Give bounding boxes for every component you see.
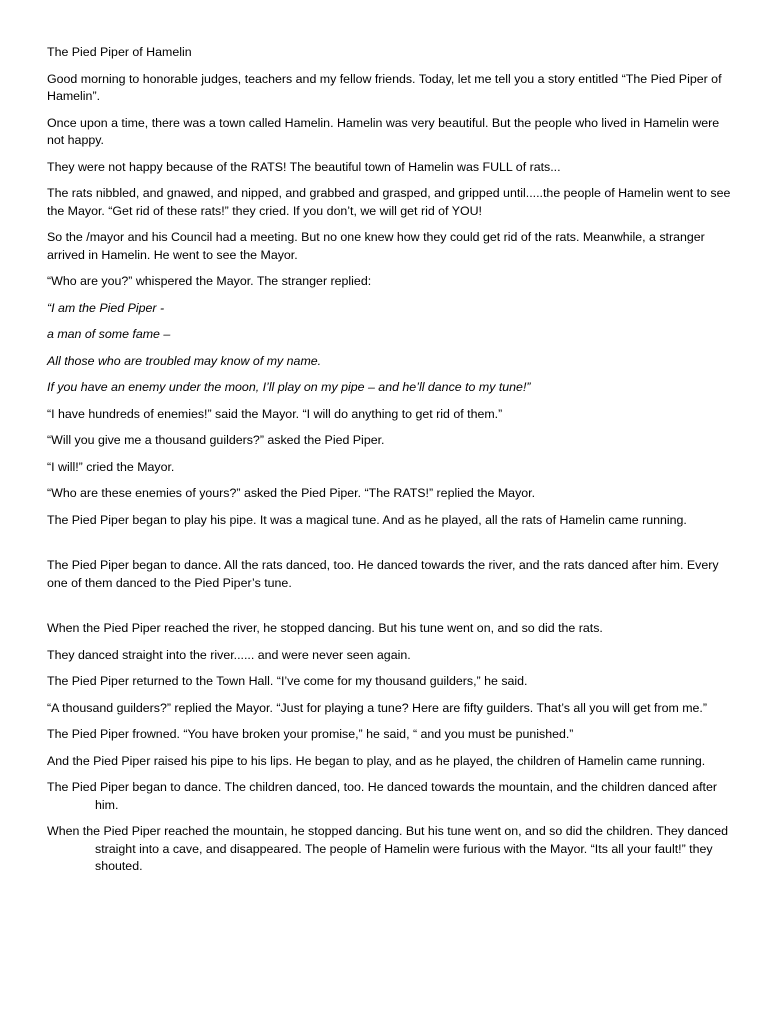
paragraph: When the Pied Piper reached the mountain, he stopped dancing. But his tune went on, and so did the children. They danced straight into a cave, and disappeared. The people of Hamelin were furious with the Mayor. “Its all your fault!” they shouted.	[47, 824, 729, 873]
paragraph: So the /mayor and his Council had a meeting. But no one knew how they could get rid of the rats. Meanwhile, a stranger arrived in Hamelin. He went to see the Mayor.	[47, 230, 705, 262]
paragraph: The rats nibbled, and gnawed, and nipped, and grabbed and grasped, and gripped until.....the people of Hamelin went to see the Mayor. “Get rid of these rats!” they cried. If you don’t, we will get rid of YOU!	[47, 186, 731, 218]
paragraph: The Pied Piper began to dance. The children danced, too. He danced towards the mountain, and the children danced after him.	[47, 780, 718, 812]
paragraph: They were not happy because of the RATS! The beautiful town of Hamelin was FULL of rats...	[47, 159, 561, 174]
paragraph: And the Pied Piper raised his pipe to his lips. He began to play, and as he played, the children of Hamelin came running.	[47, 753, 706, 768]
blank-line	[47, 601, 737, 620]
paragraph: “I will!” cried the Mayor.	[47, 459, 175, 474]
document-page	[47, 44, 737, 885]
paragraph: The Pied Piper frowned. “You have broken your promise,” he said, “ and you must be punished.”	[47, 727, 574, 741]
blank-line	[47, 538, 737, 557]
document-title: The Pied Piper of Hamelin	[47, 45, 192, 59]
paragraph: When the Pied Piper reached the river, he stopped dancing. But his tune went on, and so did the rats.	[47, 621, 603, 635]
paragraph: The Pied Piper began to play his pipe. It was a magical tune. And as he played, all the rats of Hamelin came running.	[47, 512, 687, 527]
paragraph: “Who are you?” whispered the Mayor. The stranger replied:	[47, 274, 372, 288]
paragraph: “Will you give me a thousand guilders?” asked the Pied Piper.	[47, 433, 385, 447]
poem-line: a man of some fame –	[47, 327, 171, 341]
poem-line: All those who are troubled may know of my name.	[47, 353, 322, 368]
paragraph: The Pied Piper returned to the Town Hall. “I’ve come for my thousand guilders,” he said.	[47, 674, 528, 688]
paragraph: Good morning to honorable judges, teachers and my fellow friends. Today, let me tell you a story entitled “The Pied Piper of Hamelin”.	[47, 71, 722, 103]
paragraph: They danced straight into the river...... and were never seen again.	[47, 647, 411, 662]
poem-line: “I am the Pied Piper -	[47, 300, 165, 315]
paragraph: Once upon a time, there was a town called Hamelin. Hamelin was very beautiful. But the people who lived in Hamelin were not happy.	[47, 115, 720, 147]
paragraph: The Pied Piper began to dance. All the rats danced, too. He danced towards the river, and the rats danced after him. Every one of them danced to the Pied Piper’s tune.	[47, 558, 719, 590]
poem-line: If you have an enemy under the moon, I’ll play on my pipe – and he’ll dance to my tune!”	[47, 380, 531, 394]
paragraph: “A thousand guilders?” replied the Mayor. “Just for playing a tune? Here are fifty guilders. That’s all you will get from me.”	[47, 700, 708, 715]
paragraph: “Who are these enemies of yours?” asked the Pied Piper. “The RATS!” replied the Mayor.	[47, 486, 536, 500]
paragraph: “I have hundreds of enemies!” said the Mayor. “I will do anything to get rid of them.”	[47, 406, 503, 421]
